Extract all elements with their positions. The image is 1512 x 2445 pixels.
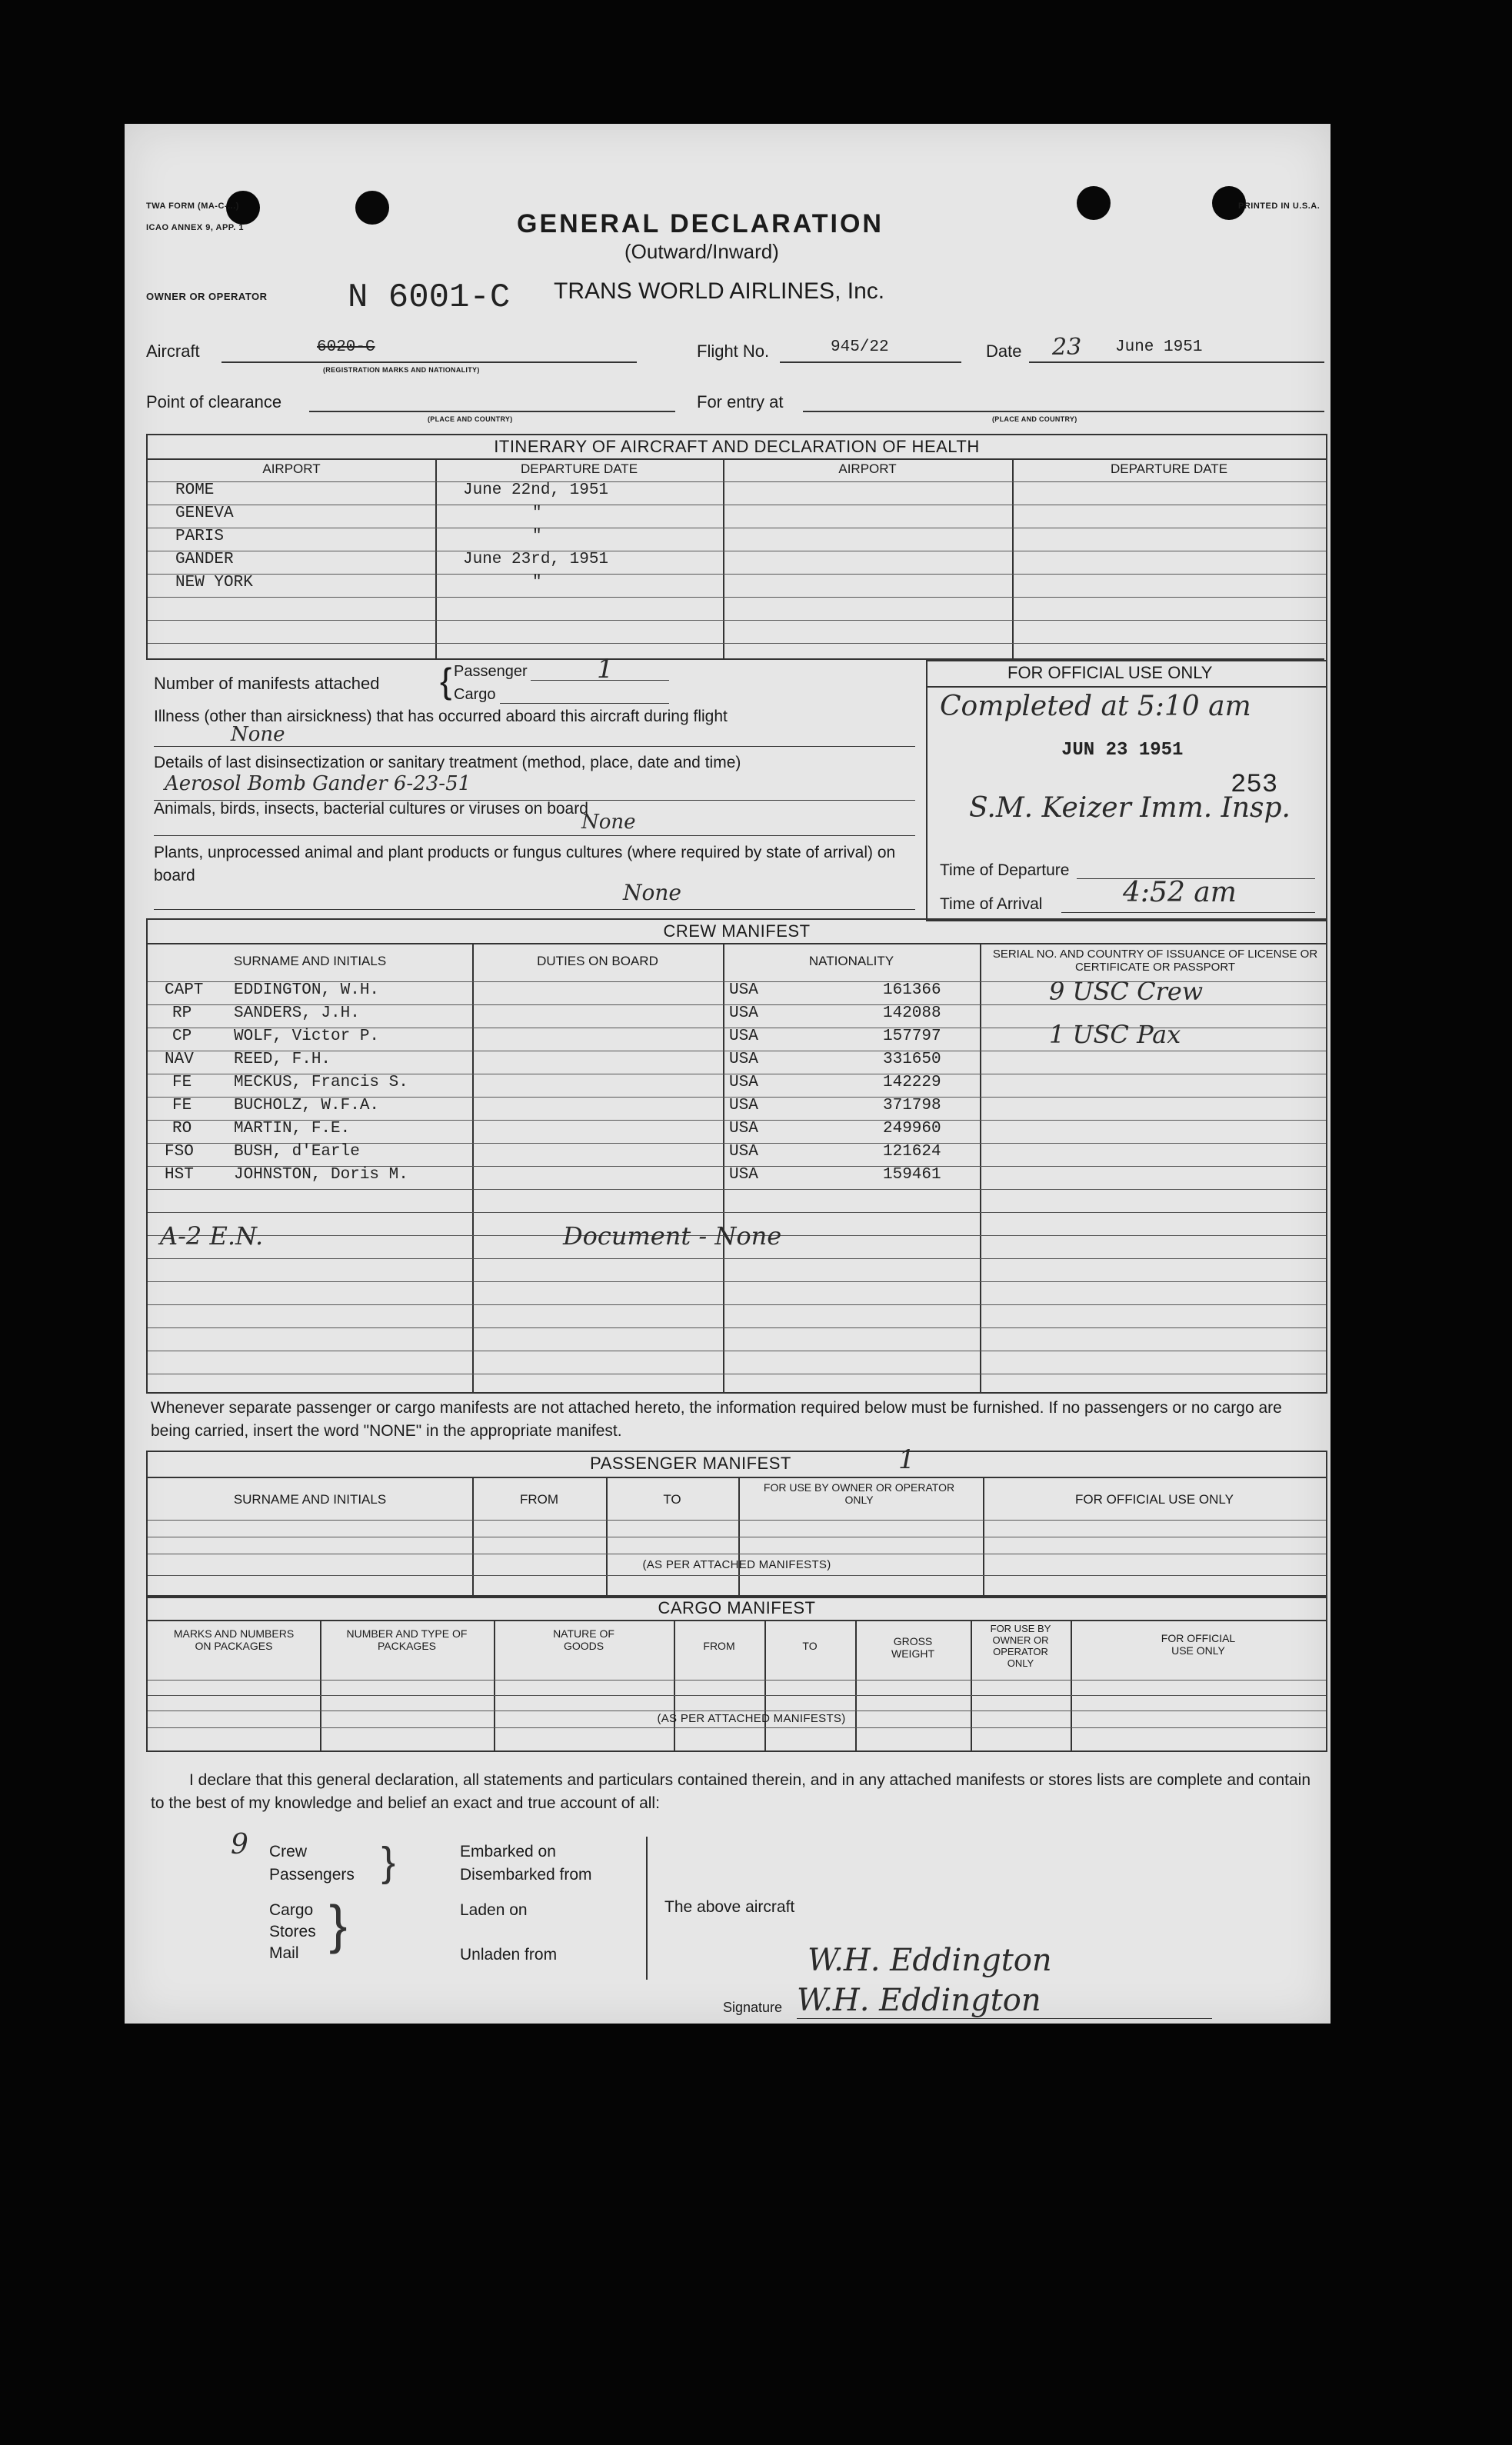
crew-manifest-title: CREW MANIFEST bbox=[663, 921, 811, 941]
itinerary-date: June 22nd, 1951 bbox=[463, 481, 609, 499]
cargo-col-number: NUMBER AND TYPE OF PACKAGES bbox=[346, 1627, 468, 1652]
cargo-col-weight: GROSS WEIGHT bbox=[891, 1635, 934, 1660]
cargo-attached-note: (AS PER ATTACHED MANIFESTS) bbox=[657, 1712, 846, 1725]
passenger-manifest-count: 1 bbox=[597, 654, 614, 685]
crew-name: WOLF, Victor P. bbox=[234, 1028, 380, 1045]
crew-serial: 121624 bbox=[883, 1143, 941, 1161]
illness-label: Illness (other than airsickness) that has occurred aboard this aircraft during flight bbox=[154, 708, 728, 725]
cargo-manifest-title: CARGO MANIFEST bbox=[658, 1598, 816, 1617]
crew-count-note: 9 USC Crew bbox=[1049, 977, 1204, 1006]
cargo-col-owner: FOR USE BY OWNER OR OPERATOR ONLY bbox=[990, 1623, 1051, 1669]
crew-name: EDDINGTON, W.H. bbox=[234, 981, 380, 999]
crew-col-nationality: NATIONALITY bbox=[808, 954, 894, 968]
decl-stores-label: Stores bbox=[269, 1923, 316, 1940]
punch-hole bbox=[355, 191, 389, 225]
itinerary-col-departure: DEPARTURE DATE bbox=[520, 461, 638, 476]
manifests-label: Number of manifests attached bbox=[154, 674, 380, 693]
completed-note: Completed at 5:10 am bbox=[940, 691, 1251, 722]
itinerary-date: June 23rd, 1951 bbox=[463, 551, 609, 568]
cargo-manifest-label: Cargo bbox=[454, 686, 496, 703]
crew-col-duties: DUTIES ON BOARD bbox=[537, 954, 658, 968]
pax-attached-note: (AS PER ATTACHED MANIFESTS) bbox=[642, 1558, 831, 1571]
date-day: 23 bbox=[1052, 334, 1082, 361]
departure-time-label: Time of Departure bbox=[940, 861, 1070, 879]
pax-col-from: FROM bbox=[519, 1492, 559, 1507]
crew-rank: RO bbox=[172, 1120, 192, 1138]
crew-col-name: SURNAME AND INITIALS bbox=[233, 954, 387, 968]
aircraft-label: Aircraft bbox=[146, 341, 200, 361]
crew-name: MARTIN, F.E. bbox=[234, 1120, 351, 1138]
crew-col-license: SERIAL NO. AND COUNTRY OF ISSUANCE OF LICENSE OR CERTIFICATE OR PASSPORT bbox=[992, 948, 1318, 974]
itinerary-col-airport-2: AIRPORT bbox=[838, 461, 897, 476]
date-stamp: JUN 23 1951 bbox=[1061, 740, 1184, 761]
illness-value: None bbox=[231, 723, 285, 746]
pax-col-name: SURNAME AND INITIALS bbox=[233, 1492, 387, 1507]
decl-mail-label: Mail bbox=[269, 1944, 299, 1962]
passenger-manifest-title: PASSENGER MANIFEST bbox=[590, 1454, 791, 1473]
itinerary-airport: GENEVA bbox=[175, 505, 234, 522]
cargo-col-nature: NATURE OF GOODS bbox=[553, 1627, 614, 1652]
form-title: GENERAL DECLARATION bbox=[517, 209, 884, 238]
crew-count-declared: 9 bbox=[231, 1829, 248, 1860]
crew-name: MECKUS, Francis S. bbox=[234, 1074, 408, 1091]
plants-label: Plants, unprocessed animal and plant products or fungus cultures (where required by state of arrival) on board bbox=[154, 844, 896, 884]
manifest-instructions: Whenever separate passenger or cargo manifests are not attached hereto, the information required below must be furnished. If no passengers or no cargo are being carried, insert the word "NONE" in the appropriate manifest. bbox=[151, 1399, 1282, 1440]
crew-serial: 331650 bbox=[883, 1051, 941, 1068]
cargo-col-from: FROM bbox=[703, 1640, 735, 1652]
form-number: TWA FORM (MA-C-...) bbox=[146, 202, 239, 211]
crew-nationality: USA bbox=[729, 1166, 758, 1184]
itinerary-date: " bbox=[532, 528, 542, 545]
animals-label: Animals, birds, insects, bacterial cultures or viruses on board bbox=[154, 800, 588, 818]
disinsect-value: Aerosol Bomb Gander 6-23-51 bbox=[165, 772, 471, 795]
crew-nationality: USA bbox=[729, 1051, 758, 1068]
crew-rank: FSO bbox=[165, 1143, 194, 1161]
operator-name: TRANS WORLD AIRLINES, Inc. bbox=[554, 278, 885, 304]
printed-note: PRINTED IN U.S.A. bbox=[1238, 202, 1321, 211]
entry-caption: (PLACE AND COUNTRY) bbox=[992, 415, 1077, 423]
disembarked-label: Disembarked from bbox=[460, 1866, 592, 1884]
itinerary-date: " bbox=[532, 574, 542, 591]
itinerary-table bbox=[146, 434, 1327, 660]
stamp-number: 253 bbox=[1231, 771, 1278, 800]
crew-nationality: USA bbox=[729, 1004, 758, 1022]
cargo-col-to: TO bbox=[802, 1640, 818, 1652]
declaration-text: I declare that this general declaration, all statements and particulars contained therein, and in any attached manifests or stores lists are complete and contain to the best of my knowledge and belief an exact and true account of all: bbox=[151, 1771, 1311, 1812]
arrival-time-label: Time of Arrival bbox=[940, 895, 1043, 913]
aircraft-caption: (REGISTRATION MARKS AND NATIONALITY) bbox=[323, 366, 480, 374]
crew-serial: 142229 bbox=[883, 1074, 941, 1091]
owner-label: OWNER OR OPERATOR bbox=[146, 291, 268, 302]
crew-rank: RP bbox=[172, 1004, 192, 1022]
inspector-signature: S.M. Keizer Imm. Insp. bbox=[969, 792, 1291, 824]
crew-name: BUCHOLZ, W.F.A. bbox=[234, 1097, 380, 1114]
flight-number: 945/22 bbox=[831, 338, 889, 356]
crew-serial: 159461 bbox=[883, 1166, 941, 1184]
crew-name: REED, F.H. bbox=[234, 1051, 331, 1068]
passenger-manifest-table bbox=[146, 1444, 1327, 1598]
itinerary-airport: NEW YORK bbox=[175, 574, 253, 591]
itinerary-col-departure-2: DEPARTURE DATE bbox=[1110, 461, 1228, 476]
pax-col-official: FOR OFFICIAL USE ONLY bbox=[1075, 1492, 1234, 1507]
signature-label: Signature bbox=[723, 2000, 783, 2015]
crew-nationality: USA bbox=[729, 1028, 758, 1045]
annex-ref: ICAO ANNEX 9, APP. 1 bbox=[146, 223, 244, 232]
crew-nationality: USA bbox=[729, 1120, 758, 1138]
date-label: Date bbox=[986, 341, 1022, 361]
animals-value: None bbox=[581, 811, 636, 834]
entry-label: For entry at bbox=[697, 392, 784, 411]
arrival-time-value: 4:52 am bbox=[1123, 877, 1237, 908]
pax-col-to: TO bbox=[663, 1492, 681, 1507]
date-value: June 1951 bbox=[1115, 338, 1203, 356]
itinerary-date: " bbox=[532, 505, 542, 522]
crew-serial: 249960 bbox=[883, 1120, 941, 1138]
clearance-label: Point of clearance bbox=[146, 392, 282, 411]
crew-rank: CP bbox=[172, 1028, 192, 1045]
crew-serial: 371798 bbox=[883, 1097, 941, 1114]
form-subtitle: (Outward/Inward) bbox=[624, 240, 779, 263]
laden-label: Laden on bbox=[460, 1901, 528, 1919]
plants-value: None bbox=[623, 880, 681, 905]
crew-rank: NAV bbox=[165, 1051, 194, 1068]
unladen-label: Unladen from bbox=[460, 1946, 558, 1964]
crew-nationality: USA bbox=[729, 981, 758, 999]
crew-rank: FE bbox=[172, 1097, 192, 1114]
captain-signature: W.H. Eddington bbox=[797, 1983, 1041, 2018]
itinerary-airport: ROME bbox=[175, 481, 215, 499]
itinerary-airport: PARIS bbox=[175, 528, 225, 545]
itinerary-airport: GANDER bbox=[175, 551, 234, 568]
pax-col-owner: FOR USE BY OWNER OR OPERATOR ONLY bbox=[763, 1481, 955, 1506]
above-aircraft-label: The above aircraft bbox=[664, 1898, 795, 1916]
official-use-title: FOR OFFICIAL USE ONLY bbox=[1007, 663, 1213, 682]
crew-name: BUSH, d'Earle bbox=[234, 1143, 360, 1161]
passenger-manifest-count: 1 bbox=[898, 1444, 915, 1475]
cargo-col-marks: MARKS AND NUMBERS ON PACKAGES bbox=[173, 1627, 295, 1652]
decl-passengers-label: Passengers bbox=[269, 1866, 355, 1884]
itinerary-title: ITINERARY OF AIRCRAFT AND DECLARATION OF HEALTH bbox=[494, 437, 980, 456]
crew-nationality: USA bbox=[729, 1097, 758, 1114]
embarked-label: Embarked on bbox=[460, 1843, 556, 1860]
clearance-caption: (PLACE AND COUNTRY) bbox=[428, 415, 513, 423]
cargo-col-official: FOR OFFICIAL USE ONLY bbox=[1161, 1632, 1236, 1657]
crew-nationality: USA bbox=[729, 1074, 758, 1091]
crew-rank: HST bbox=[165, 1166, 194, 1184]
crew-serial: 157797 bbox=[883, 1028, 941, 1045]
document-none-note: Document - None bbox=[563, 1221, 782, 1251]
aircraft-value: 6020-C bbox=[317, 338, 375, 356]
cargo-manifest-table bbox=[146, 1595, 1327, 1752]
crew-rank: FE bbox=[172, 1074, 192, 1091]
decl-cargo-label: Cargo bbox=[269, 1901, 314, 1919]
crew-name: SANDERS, J.H. bbox=[234, 1004, 360, 1022]
crew-rank: CAPT bbox=[165, 981, 204, 999]
registration-number: N 6001-C bbox=[348, 278, 511, 317]
captain-signature-upper: W.H. Eddington bbox=[808, 1943, 1052, 1978]
flight-label: Flight No. bbox=[697, 341, 770, 361]
crew-nationality: USA bbox=[729, 1143, 758, 1161]
crew-serial: 161366 bbox=[883, 981, 941, 999]
passenger-manifest-label: Passenger bbox=[454, 663, 528, 680]
pax-count-note: 1 USC Pax bbox=[1049, 1020, 1181, 1049]
disinsect-label: Details of last disinsectization or sanitary treatment (method, place, date and time) bbox=[154, 754, 741, 771]
crew-name: JOHNSTON, Doris M. bbox=[234, 1166, 408, 1184]
itinerary-col-airport: AIRPORT bbox=[262, 461, 321, 476]
punch-hole bbox=[1077, 186, 1111, 220]
crew-serial: 142088 bbox=[883, 1004, 941, 1022]
extra-crew-entry: A-2 E.N. bbox=[160, 1221, 264, 1251]
crew-manifest-table bbox=[146, 918, 1327, 1394]
decl-crew-label: Crew bbox=[269, 1843, 308, 1860]
